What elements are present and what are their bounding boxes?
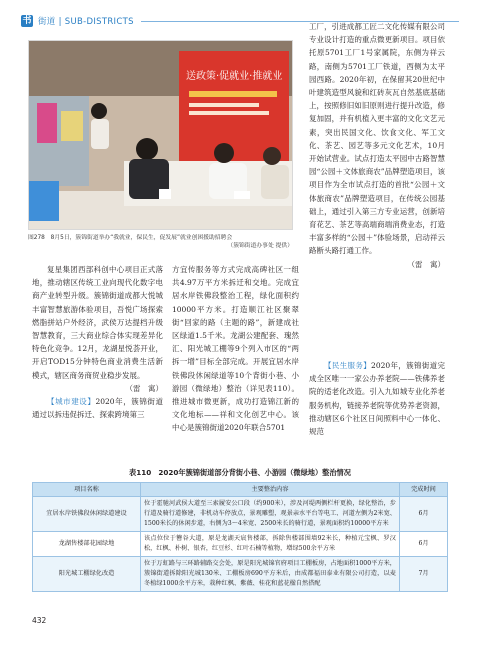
author-sign-2: （雷 寓） xyxy=(407,259,445,269)
header-title: 街道 | SUB-DISTRICTS xyxy=(38,17,134,27)
row-content: 该点位位于簪谷大道，原是龙湖天宸售楼部，拆除售楼部围墙92米长，种植元宝枫、罗汉松，红枫、朴树、银杏，红豆杉、红叶石楠等植物，增绿500余平方米 xyxy=(141,532,400,557)
table-header-row xyxy=(33,483,448,497)
page-number: 432 xyxy=(32,616,47,625)
livelihood-paragraph: 2020年，簇锦街道完成全区唯一一家公办养老院——铁佛养老院的适老化改造。引入九如城专业化养老服务机构，链接养老院等优势养老资源，推动辖区6个社区日间照料中心一体化、规范 xyxy=(309,361,446,437)
text-column-3 xyxy=(309,20,445,271)
row-content: 位于万虹路与三环路辅路交会处，原是阳光城锦官府项目工棚板房，占地面积1000平方米，簇锦街道拆除阳光城130米、工棚板房690平方米后，由成都福田泰业有限公司打造，以麦冬植绿1000余平方米，栽种红枫、紫薇、桂花和蓝花楹自然搭配 xyxy=(141,557,400,592)
table-row xyxy=(33,532,448,557)
row-time: 6月 xyxy=(400,532,448,557)
text-column-1 xyxy=(32,263,163,421)
section-tag-livelihood: 【民生服务】 xyxy=(324,361,372,370)
col-header-content: 主要整治内容 xyxy=(141,483,400,497)
section-tag-urban: 【城市建设】 xyxy=(47,397,96,407)
row-name: 阳光城工棚绿化改造 xyxy=(33,557,141,592)
renewal-paragraph: 工厂，引进成都工匠二文化传媒有限公司专业设计打造的重点微更新项目。项目依托原5701工厂1号家属院，东侧为祥云路，南侧为5701工厂铁道，西侧为太平园西路。2020年初，在保留其20世纪中叶建筑造型风貌和红砖灰瓦自然基底基础上，按照修旧如旧原则进行提升改造，修复加固，并有机植入更丰富的文化文艺元素，突出民国文化、饮食文化、军工文化、茶艺、园艺等多元文化艺术，10月开始试营业。试点打造太平园中古路智慧园“公园＋文体旅商农”品牌塑造项目，该项目作为全市试点打造的首批“公园＋文体旅商农”品牌塑造项目，在传统公园基础上，通过引入第三方专业运营，创新培育花艺、茶艺等高端商端消费业态，打造丰富多样的“公园＋”体验场景，启动祥云路断头路打通工作。 xyxy=(309,22,445,256)
renovation-table xyxy=(32,482,448,592)
urban-paragraph-start: 2020年，簇锦街道通过以拆违促拆迁、探索跨境第三 xyxy=(32,397,163,420)
author-sign-1: （雷 寓） xyxy=(125,383,163,393)
photo-caption xyxy=(28,234,293,250)
text-column-2 xyxy=(172,263,299,435)
table-title: 表110 2020年簇锦街道部分背街小巷、小游园（微绿地）整治情况 xyxy=(129,468,351,477)
job-fair-photo xyxy=(28,40,293,230)
urban-paragraph-cont: 方宜传服务等方式完成高碑社区一组共4.97万平方米拆迁和交地。完成宜居水岸铁佛段整治工程，绿化面积约10000平方米。打造顺江社区聚翠街“回家的路（主题的路”，新建成社区绿道1.5千米。龙湖公建配套、瑰然汇、阳光城工棚等9个列入市区的“两拆一增”目标全部完成。开展宜居水岸铁佛段休闲绿道等10个背街小巷、小游园（微绿地）整治（详见表110）。推进城市微更新，成功打造锦江新的文化地标——祥和文化创艺中心。该中心是簇锦街道2020年联合5701 xyxy=(172,265,299,433)
book-logo-icon: 书 xyxy=(22,16,32,26)
row-content: 位于霍驰河武侯大道至三索履安公口段（约900米），涉及河堤两侧栏杆更换，绿化整治，步行道及骑行道修建，非机动车停放点，景观雕塑，观景亲水平台等电工、河道左侧为2米宽、1500米长的休闲步道，右侧为3～4米宽、2500米长的骑行道，景观面积约10000平方米 xyxy=(141,497,400,532)
col-header-name: 项目名称 xyxy=(33,483,141,497)
caption-line2: （簇锦街道办事处 提供） xyxy=(227,243,293,249)
table-row xyxy=(33,497,448,532)
banner-text: 送政策·促就业·推就业 xyxy=(186,71,283,82)
caption-line1: 图278 8月5日，簇锦街道举办“我就业，保民生，促发展”就业创困援助招聘会 xyxy=(28,235,233,241)
commerce-paragraph: 复星集团西部科创中心项目正式落地，推动辖区传统工业向现代化数字电商产业转型升级。簇锦街道成都大悦城丰富智慧旅游体验项目，吾悦广场探索燃脂拼站户外经济，武侯万达提档升级智慧教育，三大商业综合体实现差异化特色化竞争。12月，龙湖星悦荟开业，开启TOD15分钟特色商业消费生活新模式，辖区商务商贸业稳步发展。 xyxy=(32,265,163,380)
row-name: 龙湖售楼部花园绿地 xyxy=(33,532,141,557)
job-fair-photo-illustration xyxy=(29,41,293,230)
table-row xyxy=(33,557,448,592)
col-header-time: 完成时间 xyxy=(400,483,448,497)
row-name: 宜居水岸铁佛段休闲绿道建设 xyxy=(33,497,141,532)
text-column-3-lower xyxy=(309,359,445,438)
row-time: 6月 xyxy=(400,497,448,532)
row-time: 7月 xyxy=(400,557,448,592)
